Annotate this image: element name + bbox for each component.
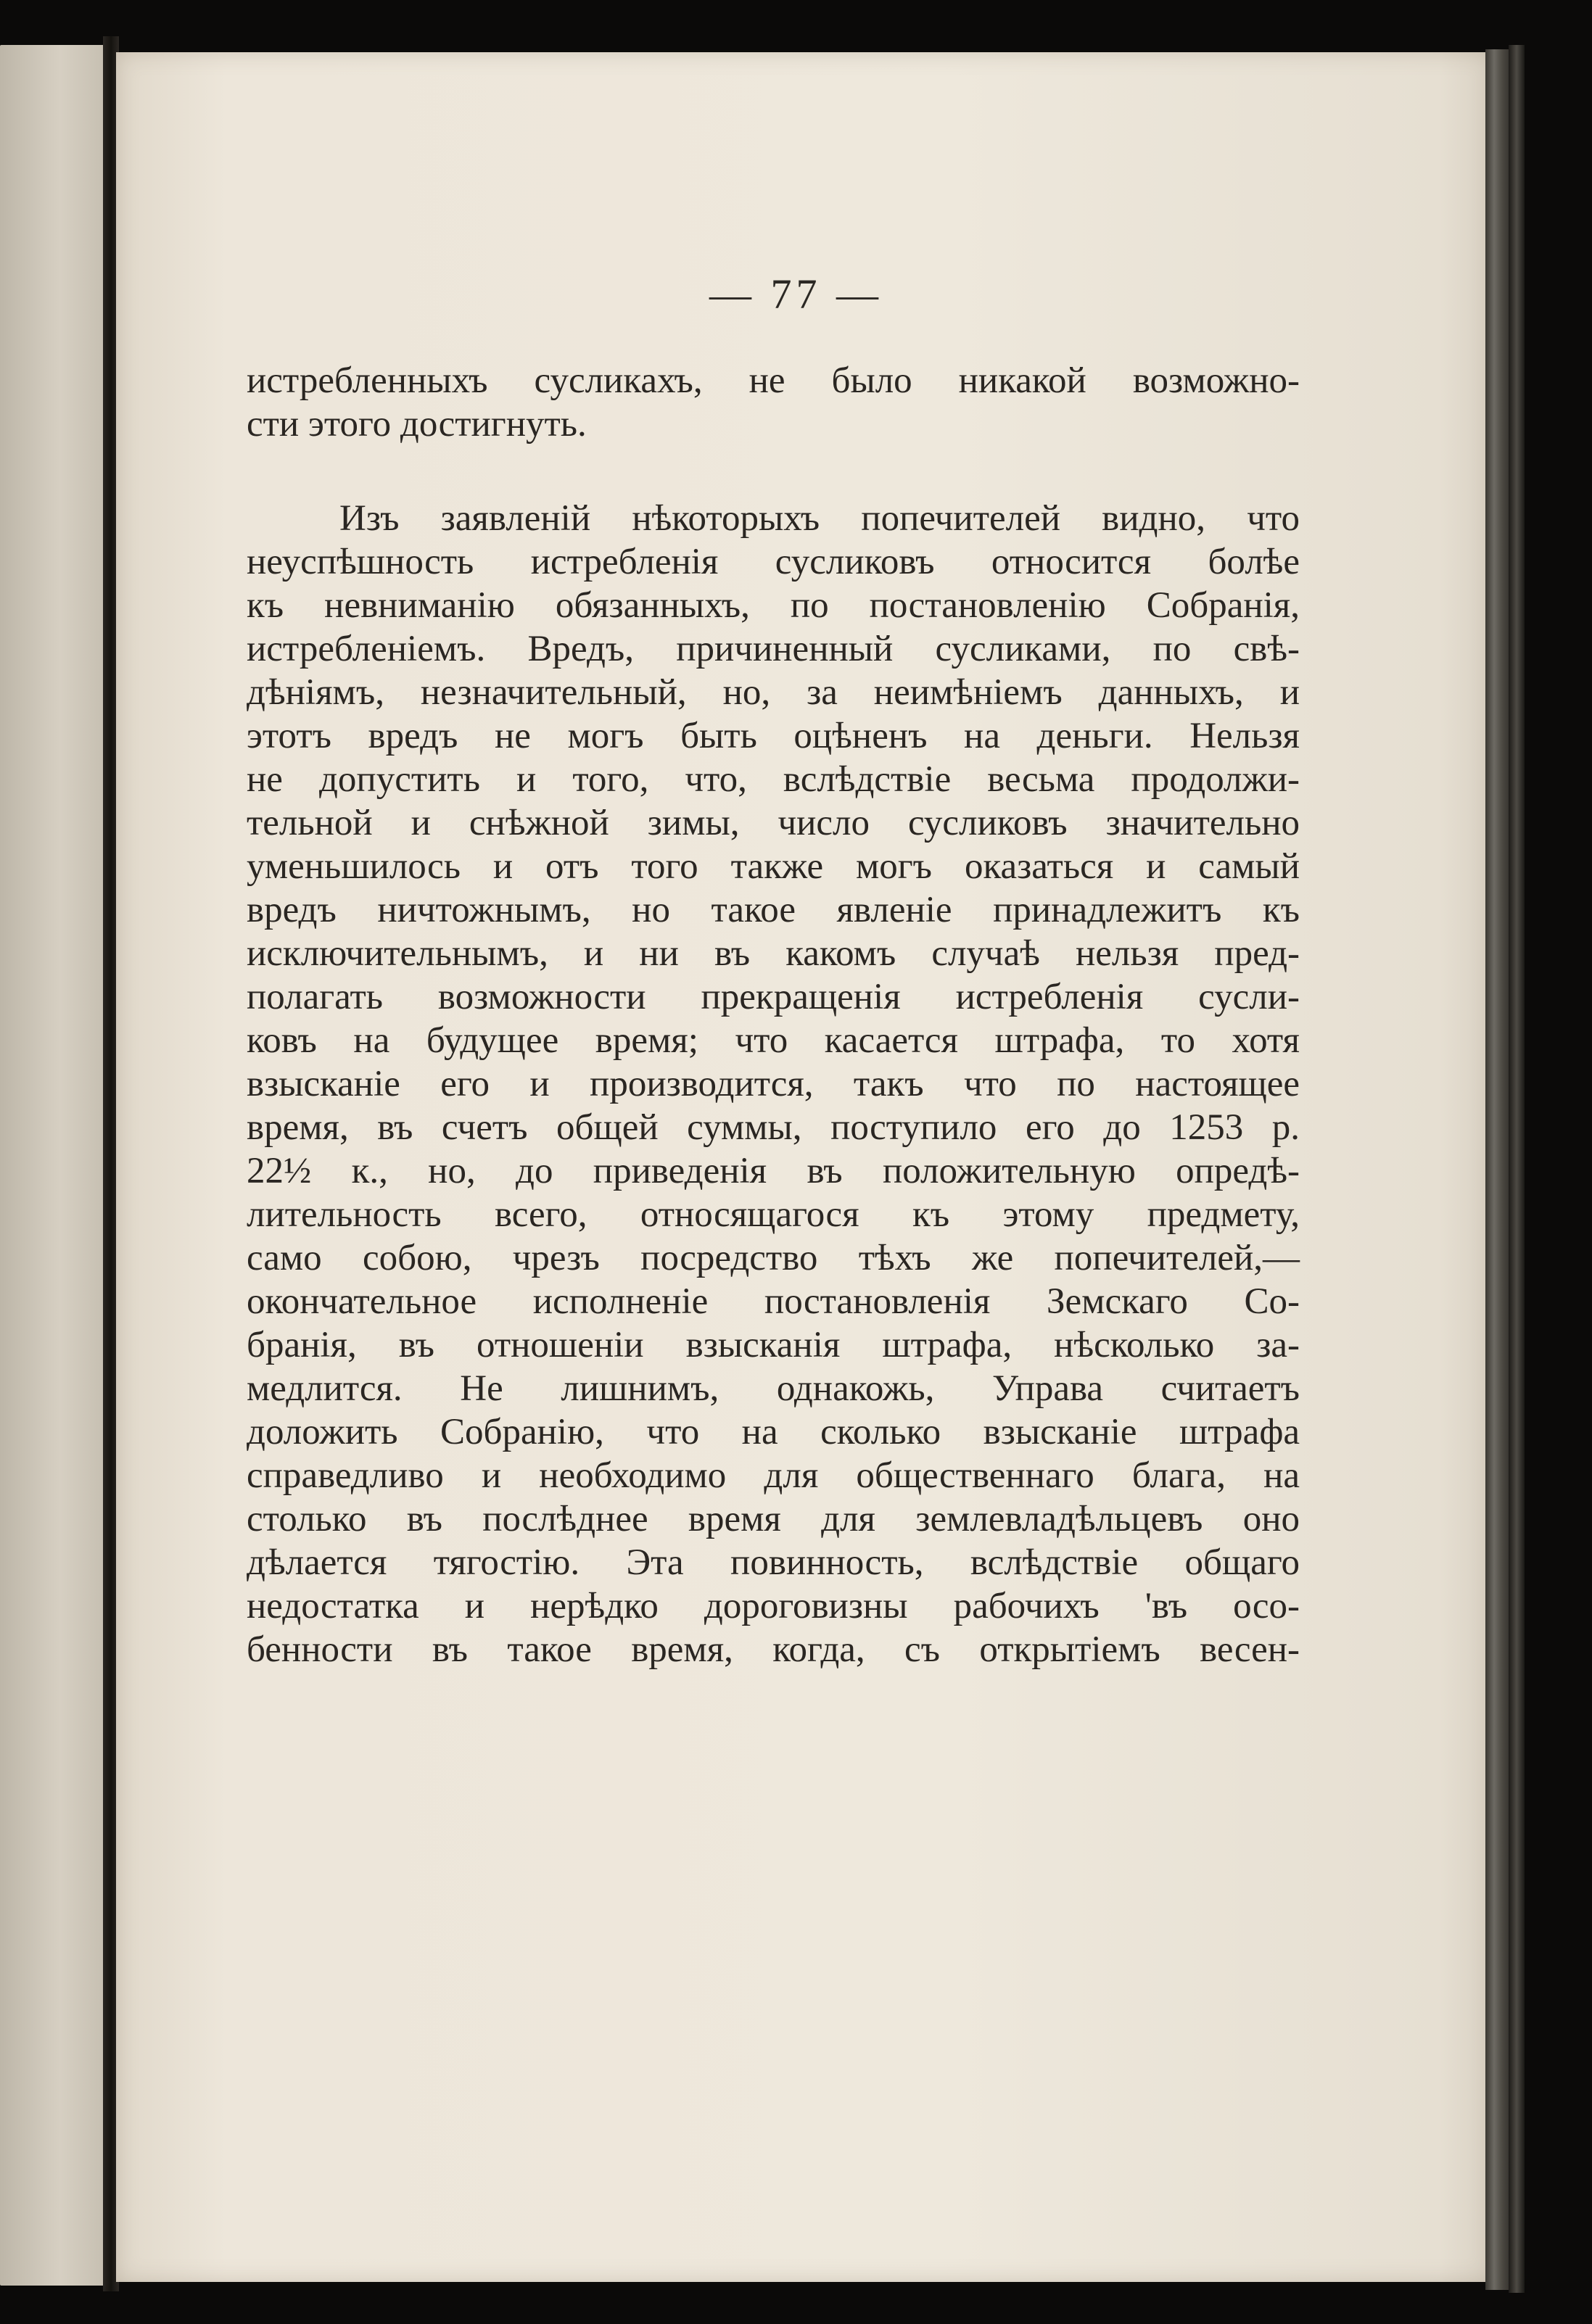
text-line: вредъ ничтожнымъ, но такое явленіе принадлежитъ къ	[247, 890, 1300, 930]
text-line: дѣлается тягостію. Эта повинность, вслѣдствіе общаго	[247, 1542, 1300, 1583]
left-page-edge	[0, 45, 109, 2286]
text-line: тельной и снѣжной зимы, число сусликовъ значительно	[247, 803, 1300, 843]
body-text	[247, 359, 1300, 1671]
text-line: полагать возможности прекращенія истребленія сусли-	[247, 977, 1300, 1017]
text-line: время, въ счетъ общей суммы, поступило его до 1253 р.	[247, 1107, 1300, 1148]
text-line: дѣніямъ, незначительный, но, за неимѣніемъ данныхъ, и	[247, 672, 1300, 713]
text-line: неуспѣшность истребленія сусликовъ относится болѣе	[247, 542, 1300, 582]
text-line: уменьшилось и отъ того также могъ оказаться и самый	[247, 846, 1300, 887]
text-line: этотъ вредъ не могъ быть оцѣненъ на деньги. Нельзя	[247, 716, 1300, 756]
text-line: лительность всего, относящагося къ этому предмету,	[247, 1194, 1300, 1235]
text-line: недостатка и нерѣдко дороговизны рабочихъ 'въ осо-	[247, 1586, 1300, 1626]
text-line: не допустить и того, что, вслѣдствіе весьма продолжи-	[247, 759, 1300, 800]
text-line: къ невниманію обязанныхъ, по постановленію Собранія,	[247, 585, 1300, 626]
text-line: окончательное исполненіе постановленія Земскаго Со-	[247, 1281, 1300, 1322]
text-line: бенности въ такое время, когда, съ открытіемъ весен-	[247, 1629, 1300, 1670]
text-line: Изъ заявленій нѣкоторыхъ попечителей видно, что	[339, 498, 1300, 539]
text-line: доложить Собранію, что на сколько взысканіе штрафа	[247, 1412, 1300, 1452]
text-line: исключительнымъ, и ни въ какомъ случаѣ нельзя пред-	[247, 933, 1300, 974]
text-line: справедливо и необходимо для общественнаго блага, на	[247, 1455, 1300, 1496]
text-line: ковъ на будущее время; что касается штрафа, то хотя	[247, 1020, 1300, 1061]
text-line: истребленіемъ. Вредъ, причиненный сусликами, по свѣ-	[247, 629, 1300, 669]
text-line: само собою, чрезъ посредство тѣхъ же попечителей,—	[247, 1238, 1300, 1278]
text-line: взысканіе его и производится, такъ что по настоящее	[247, 1064, 1300, 1104]
cover-edge	[1509, 45, 1525, 2293]
text-line: 22½ к., но, до приведенія въ положительную опредѣ-	[247, 1151, 1300, 1191]
text-line: бранія, въ отношеніи взысканія штрафа, нѣсколько за-	[247, 1325, 1300, 1365]
text-line: сти этого достигнуть.	[247, 404, 587, 444]
text-line: истребленныхъ сусликахъ, не было никакой возможно-	[247, 360, 1300, 401]
text-line: столько въ послѣднее время для землевладѣльцевъ оно	[247, 1499, 1300, 1539]
page-number: — 77 —	[709, 270, 883, 318]
text-line: медлится. Не лишнимъ, однакожь, Управа считаетъ	[247, 1368, 1300, 1409]
